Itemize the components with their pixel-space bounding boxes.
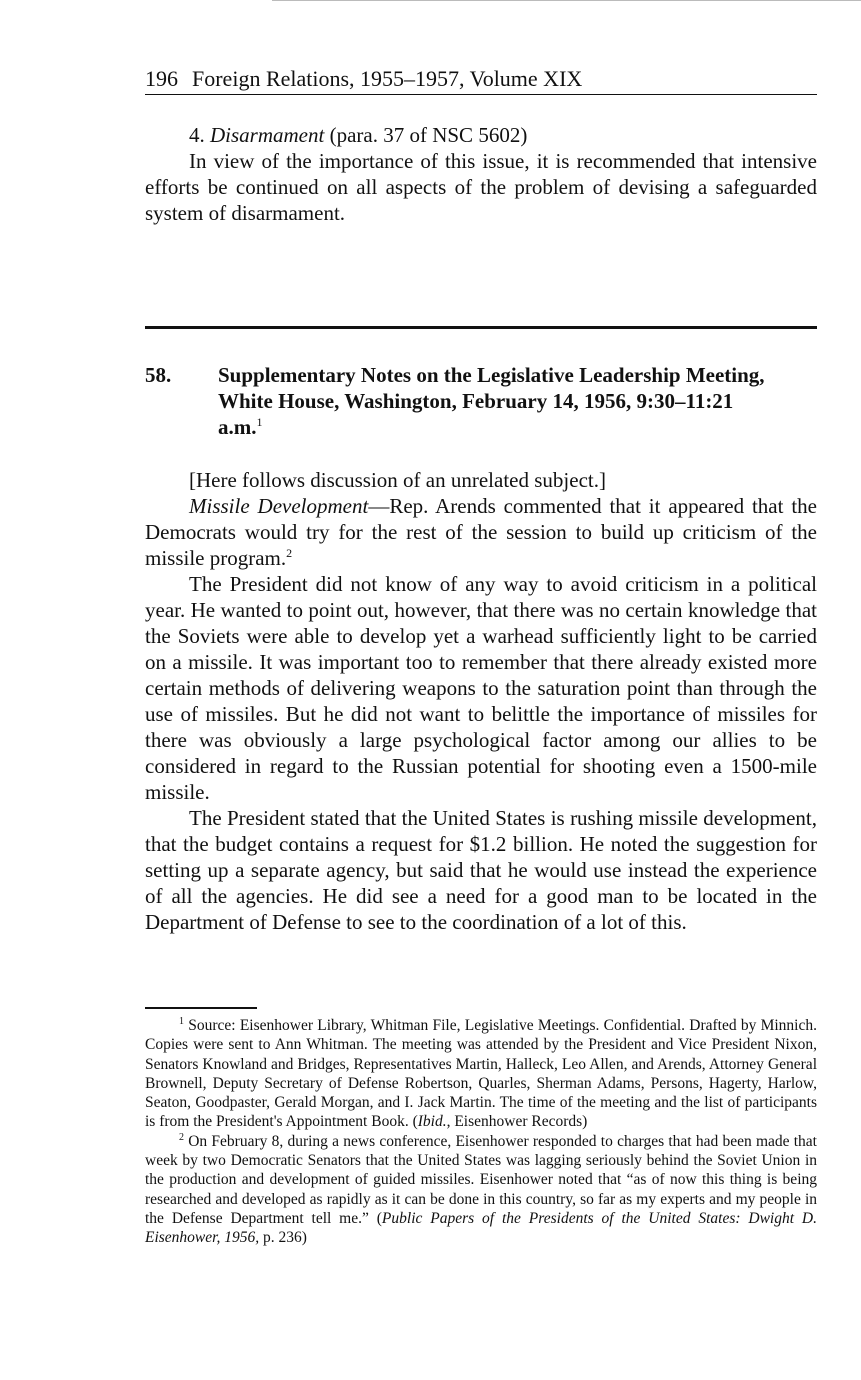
document-title-text: Supplementary Notes on the Legislative Leadership Meeting, White House, Washington, February 14, 1956, 9:30–11:21 a.m. bbox=[218, 363, 765, 439]
disarmament-heading-rest: (para. 37 of NSC 5602) bbox=[324, 123, 528, 147]
footnote-2-number: 2 bbox=[179, 1131, 184, 1143]
section-divider bbox=[145, 326, 817, 329]
footnote-1-end: , Eisenhower Records) bbox=[446, 1113, 588, 1131]
footnote-2-end: p. 236) bbox=[259, 1229, 307, 1247]
paragraph-2: The President did not know of any way to avoid criticism in a political year. He wanted to point out, however, that there was no certain knowledge that the Soviets were able to develop yet a warhead sufficiently light to be carried on a missile. It was important too to remember that there already existed more certain methods of delivering weapons to the saturation point than through the use of missiles. But he did not want to belittle the importance of missiles for there was obviously a large psychological factor among our allies to be considered in regard to the Russian potential for shooting even a 1500-mile missile. bbox=[145, 572, 817, 804]
footnote-2 bbox=[145, 1132, 817, 1248]
disarmament-section bbox=[145, 122, 817, 226]
disarmament-heading bbox=[145, 122, 817, 148]
footnote-ref-1[interactable]: 1 bbox=[256, 415, 263, 429]
footnotes bbox=[145, 1016, 817, 1248]
page-number: 196 bbox=[145, 66, 178, 91]
paragraph-1-text: —Rep. Arends commented that it appeared that the Democrats would try for the rest of the session to build up criticism of the missile program. bbox=[145, 494, 817, 570]
running-header bbox=[145, 64, 817, 95]
document-title bbox=[218, 362, 778, 440]
footnote-2-text: On February 8, during a news conference, Eisenhower responded to charges that had been made that week by two Democratic Senators that the United States was lagging seriously behind the Soviet Union in the production and development of guided missiles. Eisenhower noted that “as of now this thing is being researched and developed as rapidly as it can be done in this country, so far as my experts and my people in the Defense Department tell me.” ( bbox=[145, 1132, 817, 1227]
paragraph-missile-development bbox=[145, 493, 817, 571]
footnote-divider bbox=[145, 1007, 257, 1009]
disarmament-heading-num: 4. bbox=[189, 123, 205, 147]
running-title: Foreign Relations, 1955–1957, Volume XIX bbox=[192, 66, 583, 91]
footnote-1-italic: Ibid. bbox=[417, 1113, 447, 1131]
document-body bbox=[145, 467, 817, 935]
footnote-1-number: 1 bbox=[179, 1015, 184, 1027]
footnote-ref-2[interactable]: 2 bbox=[286, 546, 293, 560]
footnote-2-italic: Public Papers of the Presidents of the United States: Dwight D. Eisenhower, 1956, bbox=[145, 1209, 817, 1247]
disarmament-body: In view of the importance of this issue, it is recommended that intensive efforts be continued on all aspects of the problem of devising a safeguarded system of disarmament. bbox=[145, 149, 817, 225]
editorial-note: [Here follows discussion of an unrelated subject.] bbox=[189, 468, 606, 492]
disarmament-heading-italic: Disarmament bbox=[210, 123, 325, 147]
paragraph-topic-italic: Missile Development bbox=[189, 494, 369, 518]
paragraph-3: The President stated that the United States is rushing missile development, that the budget contains a request for $1.2 billion. He noted the suggestion for setting up a separate agency, but said that he would use instead the experience of all the agencies. He did see a need for a good man to be located in the Department of Defense to see to the coordination of a lot of this. bbox=[145, 806, 817, 934]
document-number: 58. bbox=[145, 363, 172, 387]
page-top-edge bbox=[272, 0, 861, 1]
footnote-1-text: Source: Eisenhower Library, Whitman File, Legislative Meetings. Confidential. Drafted by Minnich. Copies were sent to Ann Whitman. The meeting was attended by the President and Vice President Nixon, Senators Knowland and Bridges, Representatives Martin, Halleck, Leo Allen, and Arends, Attorney General Brownell, Deputy Secretary of Defense Robertson, Quarles, Sherman Adams, Persons, Hagerty, Harlow, Seaton, Goodpaster, Gerald Morgan, and I. Jack Martin. The time of the meeting and the list of participants is from the President's Appointment Book. ( bbox=[145, 1017, 817, 1131]
footnote-1 bbox=[145, 1016, 817, 1132]
